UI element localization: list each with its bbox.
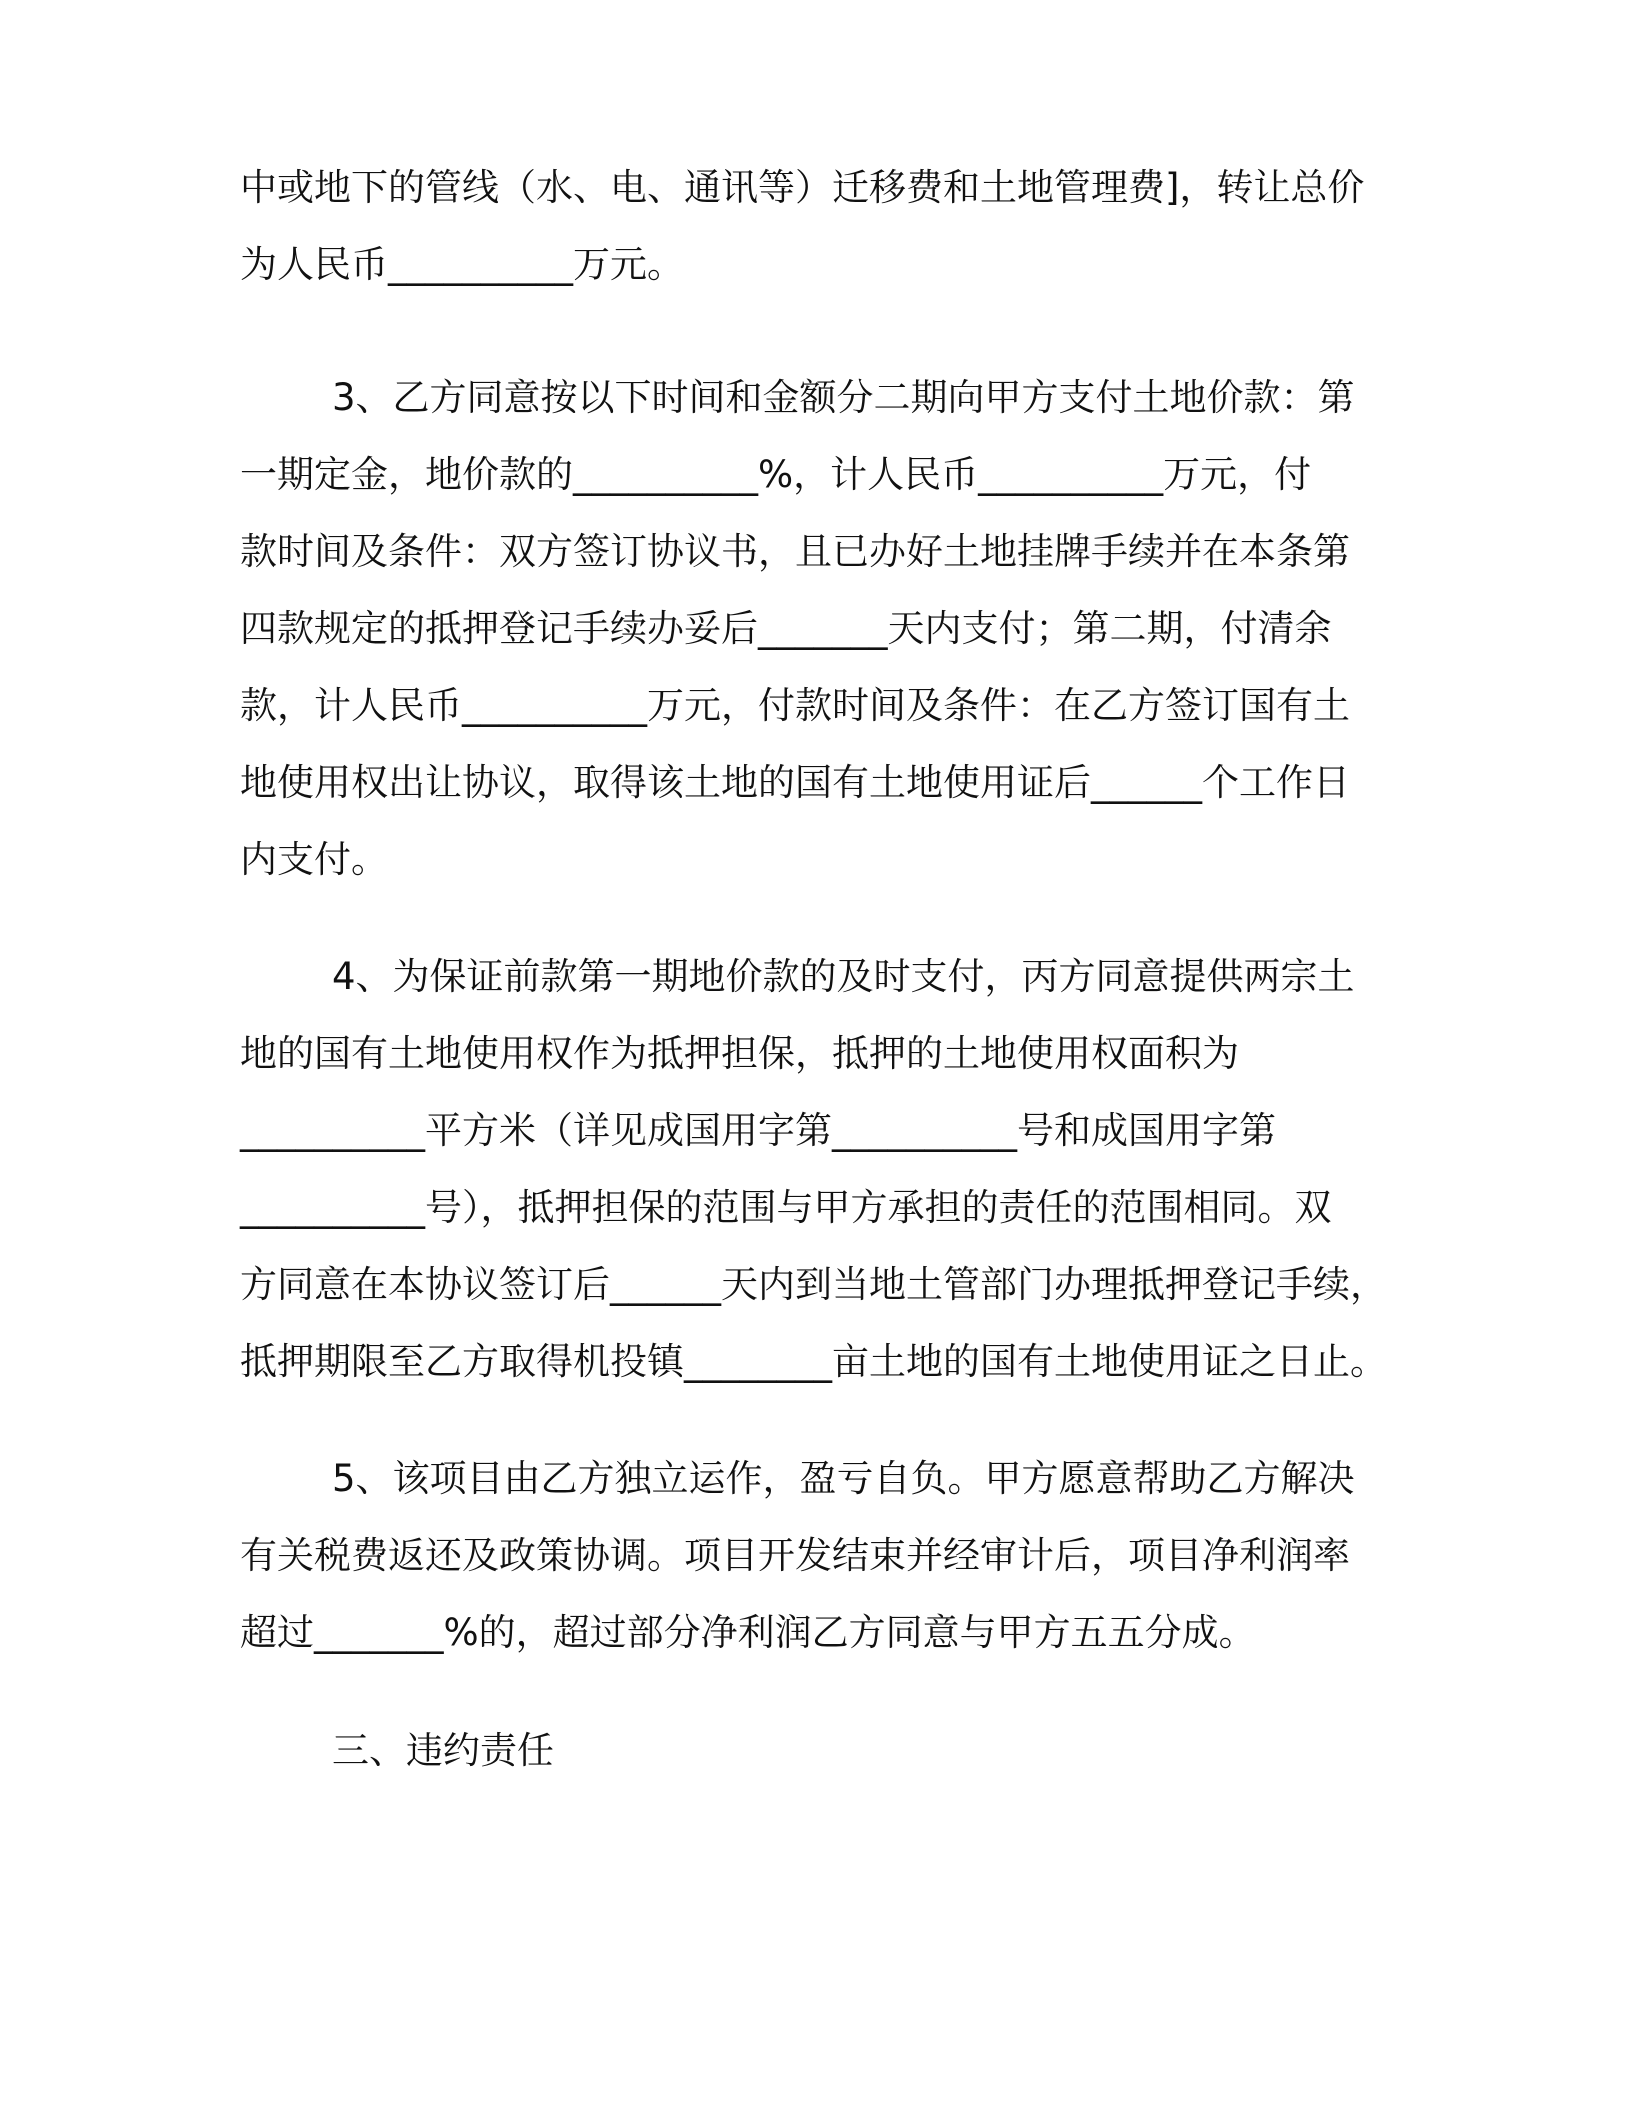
paragraph-line: 为人民币__________万元。 — [240, 243, 684, 286]
paragraph-line: 地使用权出让协议，取得该土地的国有土地使用证后______个工作日 — [240, 761, 1350, 804]
paragraph-line: 款时间及条件：双方签订协议书，且已办好土地挂牌手续并在本条第 — [240, 530, 1350, 573]
paragraph-line: 四款规定的抵押登记手续办妥后_______天内支付；第二期，付清余 — [240, 607, 1332, 650]
paragraph-line: 超过_______%的，超过部分净利润乙方同意与甲方五五分成。 — [240, 1611, 1256, 1654]
paragraph-line: 3、乙方同意按以下时间和金额分二期向甲方支付土地价款：第 — [332, 376, 1355, 419]
paragraph-line: 抵押期限至乙方取得机投镇________亩土地的国有土地使用证之日止。 — [240, 1340, 1387, 1383]
paragraph-line: __________平方米（详见成国用字第__________号和成国用字第 — [240, 1109, 1276, 1152]
paragraph-line: 地的国有土地使用权作为抵押担保，抵押的土地使用权面积为 — [240, 1032, 1239, 1075]
paragraph-line: 方同意在本协议签订后______天内到当地土管部门办理抵押登记手续， — [240, 1263, 1387, 1306]
paragraph-line: __________号），抵押担保的范围与甲方承担的责任的范围相同。双 — [240, 1186, 1332, 1229]
paragraph-line: 有关税费返还及政策协调。项目开发结束并经审计后，项目净利润率 — [240, 1534, 1350, 1577]
paragraph-line: 5、该项目由乙方独立运作，盈亏自负。甲方愿意帮助乙方解决 — [332, 1457, 1355, 1500]
paragraph-line: 一期定金，地价款的__________%，计人民币__________万元，付 — [240, 453, 1312, 496]
paragraph-line: 款，计人民币__________万元，付款时间及条件：在乙方签订国有土 — [240, 684, 1350, 727]
section-heading: 三、违约责任 — [332, 1729, 554, 1772]
paragraph-line: 4、为保证前款第一期地价款的及时支付，丙方同意提供两宗土 — [332, 955, 1355, 998]
paragraph-line: 内支付。 — [240, 838, 388, 881]
paragraph-line: 中或地下的管线（水、电、通讯等）迁移费和土地管理费]，转让总价 — [240, 166, 1365, 209]
